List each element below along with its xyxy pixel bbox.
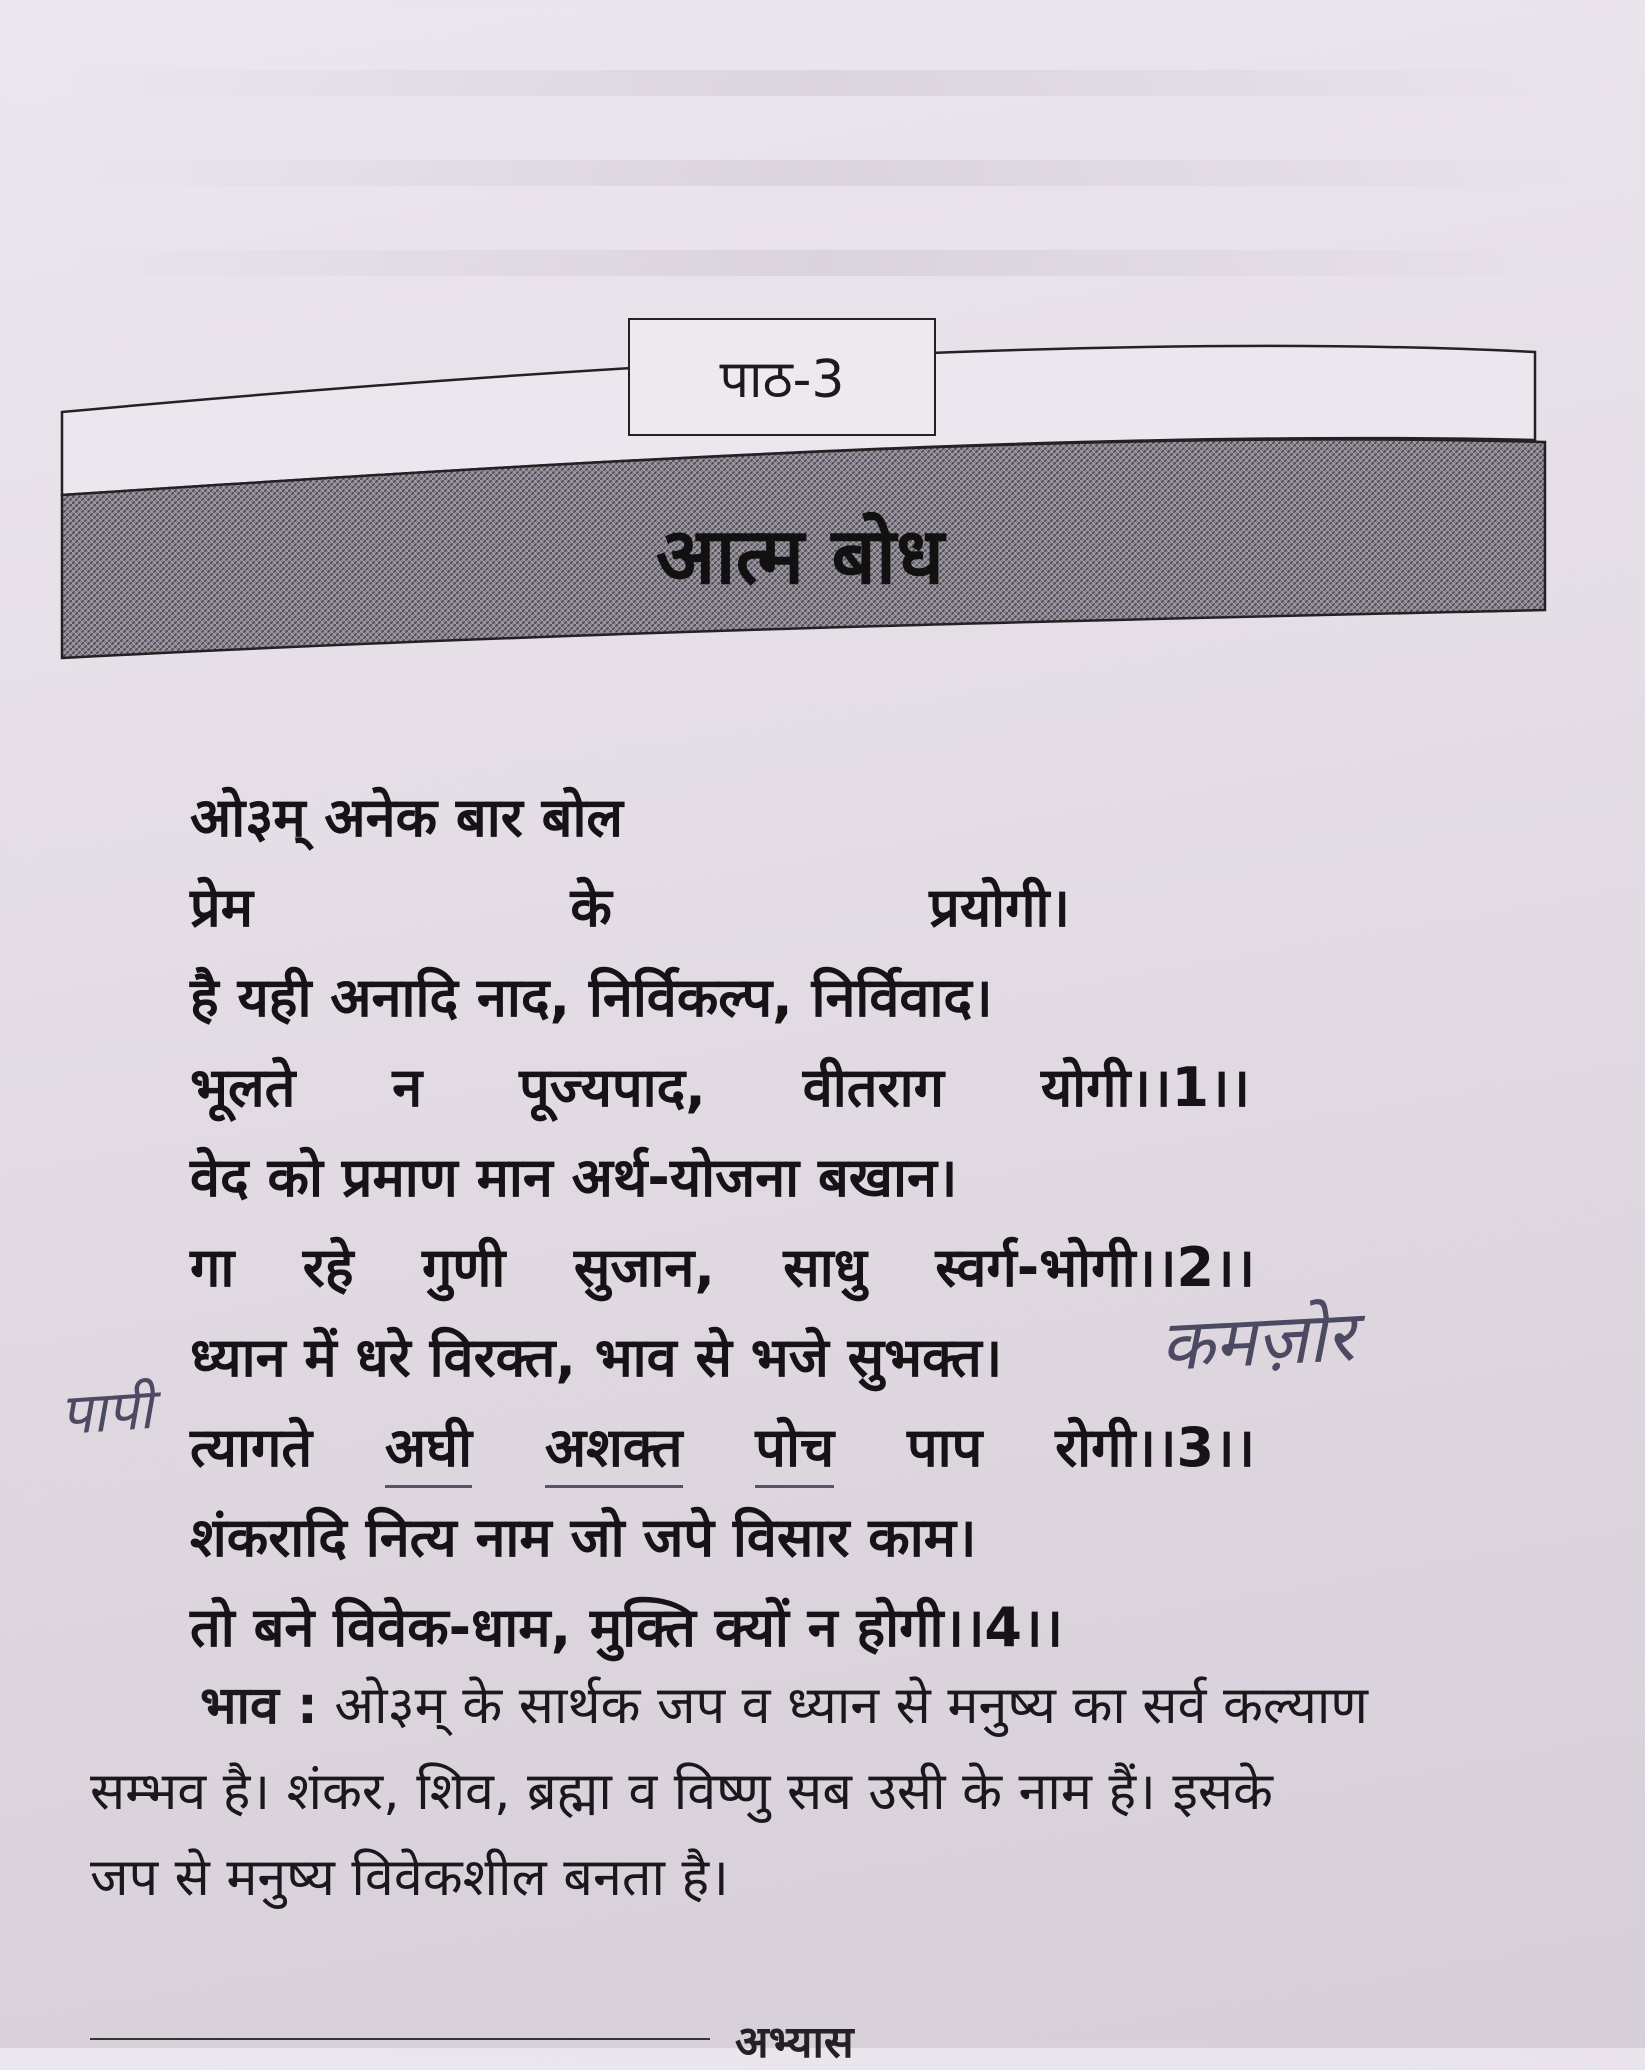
verse-word: भूलते xyxy=(190,1056,296,1119)
bhav-paragraph-line-3: जप से मनुष्य विवेकशील बनता है। xyxy=(90,1848,729,1908)
verse-word: त्यागते xyxy=(190,1416,313,1479)
verse-word: सुजान, xyxy=(573,1236,715,1299)
verse-word: गा xyxy=(190,1236,235,1299)
verse-line-1: ओ३म् अनेक बार बोल xyxy=(190,786,624,849)
lesson-title: आत्म बोध xyxy=(655,512,945,602)
verse-line-5: वेद को प्रमाण मान अर्थ-योजना बखान। xyxy=(190,1146,958,1209)
lesson-number: पाठ-3 xyxy=(628,318,936,436)
verse-line-4 xyxy=(190,1048,1250,1128)
footer-rule xyxy=(90,2038,710,2040)
verse-word: पूज्यपाद, xyxy=(519,1056,706,1119)
verse-word: स्वर्ग-भोगी।।2।। xyxy=(935,1236,1255,1299)
verse-word: रोगी।।3।। xyxy=(1055,1416,1255,1479)
verse-word: रहे xyxy=(302,1236,354,1299)
verse-line-7: ध्यान में धरे विरक्त, भाव से भजे सुभक्त। xyxy=(190,1326,1003,1389)
verse-word-underlined: अघी xyxy=(385,1408,472,1488)
verse-line-9: शंकरादि नित्य नाम जो जपे विसार काम। xyxy=(190,1506,977,1569)
verse-word: पाप xyxy=(906,1416,983,1479)
bhav-text: ओ३म् के सार्थक जप व ध्यान से मनुष्य का सर्व कल्याण xyxy=(334,1676,1368,1736)
verse-word: न xyxy=(392,1056,423,1119)
verse-word: योगी।।1।। xyxy=(1040,1056,1250,1119)
verse-line-3: है यही अनादि नाद, निर्विकल्प, निर्विवाद। xyxy=(190,966,993,1029)
bhav-paragraph-line-2: सम्भव है। शंकर, शिव, ब्रह्मा व विष्णु सब उसी के नाम हैं। इसके xyxy=(90,1762,1273,1822)
verse-line-2 xyxy=(190,868,1070,948)
verse-line-6 xyxy=(190,1228,1255,1308)
bhav-label: भाव : xyxy=(200,1676,318,1736)
bhav-paragraph-line-1 xyxy=(200,1668,1590,1739)
footer-heading: अभ्यास xyxy=(735,2017,854,2068)
verse-word: प्रेम xyxy=(190,876,254,939)
verse-line-8 xyxy=(190,1408,1255,1488)
verse-word-underlined: पोच xyxy=(755,1408,834,1488)
verse-word: साधु xyxy=(783,1236,867,1299)
verse-word-underlined: अशक्त xyxy=(545,1408,683,1488)
handwritten-note-left: पापी xyxy=(58,1376,155,1449)
verse-word: प्रयोगी। xyxy=(929,876,1070,939)
handwritten-note-right: कमज़ोर xyxy=(1158,1294,1357,1388)
verse-line-10: तो बने विवेक-धाम, मुक्ति क्यों न होगी।।4।। xyxy=(190,1596,1063,1659)
verse-word: वीतराग xyxy=(802,1056,944,1119)
verse-word: के xyxy=(570,876,612,939)
verse-word: गुणी xyxy=(421,1236,506,1299)
